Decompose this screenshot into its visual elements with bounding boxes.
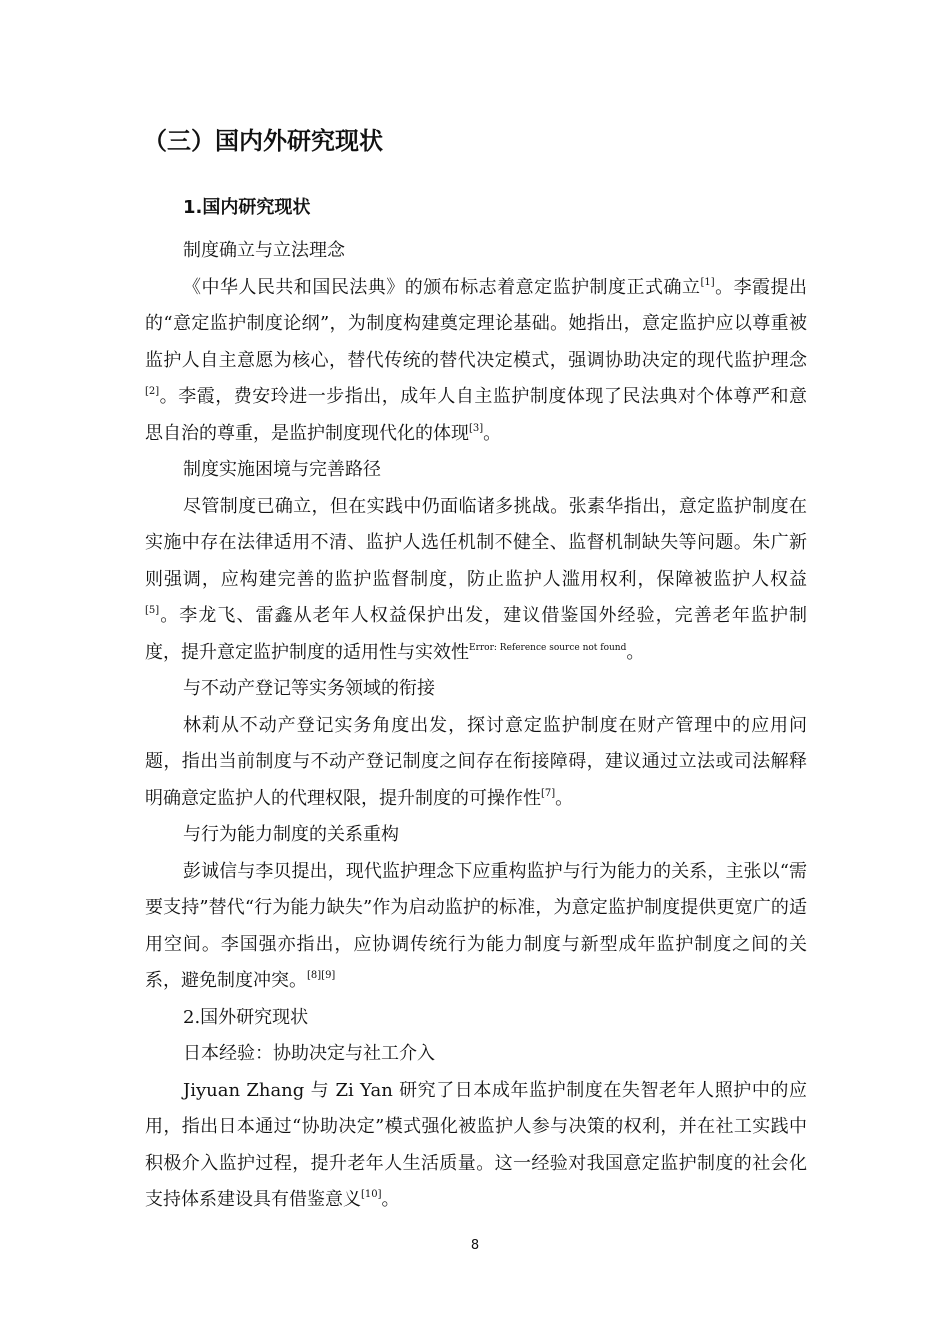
citation-mark: [7]: [541, 787, 556, 799]
citation-mark: [1]: [700, 276, 715, 288]
paragraph: [145, 489, 807, 672]
subsection-title: 1.国内研究现状: [183, 197, 311, 218]
subheading: 2.国外研究现状: [183, 1006, 309, 1028]
paragraph: [145, 854, 807, 1000]
paragraph-text: 彭诚信与李贝提出，现代监护理念下应重构监护与行为能力的关系，主张以“需要支持”替代“行为能力缺失”作为启动监护的标准，为意定监护制度提供更宽广的适用空间。李国强亦指出，应协调传统行为能力制度与新型成年监护制度之间的关系，避免制度冲突。: [145, 860, 807, 991]
paragraph: [145, 270, 807, 453]
citation-mark: [10]: [361, 1189, 382, 1200]
citation-mark: [5]: [145, 605, 160, 616]
subheading: 制度确立与立法理念: [183, 240, 345, 261]
paragraph: [145, 1073, 807, 1219]
paragraph-text: Jiyuan Zhang 与 Zi Yan 研究了日本成年监护制度在失智老年人照护中的应用，指出日本通过“协助决定”模式强化被监护人参与决策的权利，并在社工实践中积极介入监护过程，提升老年人生活质量。这一经验对我国意定监护制度的社会化支持体系建设具有借鉴意义: [145, 1079, 807, 1210]
citation-mark: Error: Reference source not found: [469, 642, 627, 653]
paragraph-text: 林莉从不动产登记实务角度出发，探讨意定监护制度在财产管理中的应用问题，指出当前制度与不动产登记制度之间存在衔接障碍，建议通过立法或司法解释明确意定监护人的代理权限，提升制度的可操作性: [145, 714, 807, 809]
paragraph-text: 。: [381, 1189, 400, 1210]
citation-mark: [8][9]: [307, 970, 336, 981]
paragraph-text: 。: [483, 422, 502, 444]
paragraph-text: 。李龙飞、雷鑫从老年人权益保护出发，建议借鉴国外经验，完善老年监护制度，提升意定监护制度的适用性与实效性: [145, 605, 807, 663]
paragraph-text: 尽管制度已确立，但在实践中仍面临诸多挑战。张素华指出，意定监护制度在实施中存在法律适用不清、监护人选任机制不健全、监督机制缺失等问题。朱广新则强调，应构建完善的监护监督制度，防止监护人滥用权利，保障被监护人权益: [145, 495, 807, 590]
paragraph-text: 《中华人民共和国民法典》的颁布标志着意定监护制度正式确立: [183, 276, 701, 298]
citation-mark: [2]: [145, 386, 160, 397]
body-text: [145, 233, 807, 1219]
page-number: 8: [470, 1238, 480, 1253]
subheading: 日本经验：协助决定与社工介入: [183, 1043, 435, 1064]
subheading: 与行为能力制度的关系重构: [183, 824, 399, 845]
paragraph-text: 。李霞，费安玲进一步指出，成年人自主监护制度体现了民法典对个体尊严和意思自治的尊重，是监护制度现代化的体现: [145, 386, 807, 444]
subheading: 与不动产登记等实务领域的衔接: [183, 678, 435, 699]
paragraph-text: 。: [555, 787, 574, 809]
section-heading: （三）国内外研究现状: [143, 127, 383, 155]
subheading: 制度实施困境与完善路径: [183, 459, 381, 480]
paragraph: [145, 708, 807, 818]
paragraph-text: 。李霞提出的“意定监护制度论纲”，为制度构建奠定理论基础。她指出，意定监护应以尊重被监护人自主意愿为核心，替代传统的替代决定模式，强调协助决定的现代监护理念: [145, 276, 808, 371]
citation-mark: [3]: [469, 422, 484, 434]
paragraph-text: 。: [626, 641, 645, 663]
